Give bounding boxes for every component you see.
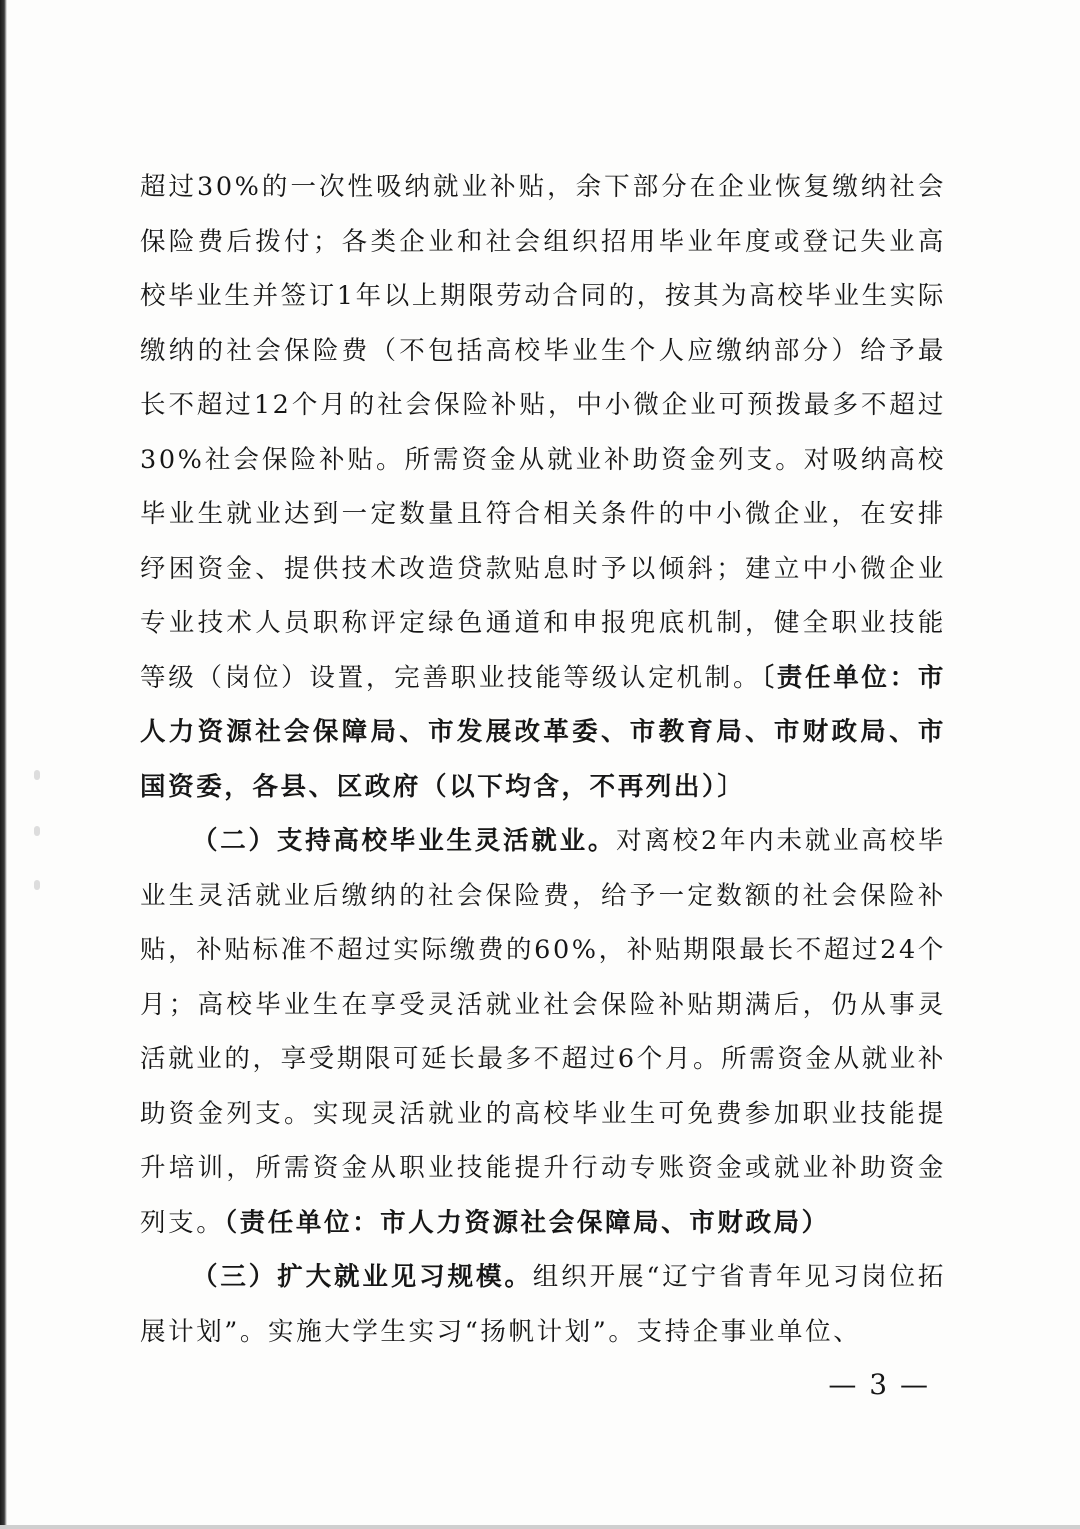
body-text	[140, 160, 946, 1359]
page-number: — 3 —	[828, 1368, 930, 1401]
scan-speck	[34, 770, 40, 780]
paragraph-1-responsible-units: 〔责任单位：市人力资源社会保障局、市发展改革委、市教育局、市财政局、市国资委，各县、区政府（以下均含，不再列出）〕	[140, 662, 947, 802]
paragraph-3-heading: （三）扩大就业见习规模。	[192, 1262, 533, 1292]
paragraph-1	[140, 160, 946, 814]
scan-edge-bottom	[0, 1525, 1080, 1529]
paragraph-3-text: 组织开展“辽宁省青年见习岗位拓展计划”。实施大学生实习“扬帆计划”。支持企事业单位、	[140, 1262, 946, 1347]
paragraph-1-text: 超过30%的一次性吸纳就业补贴，余下部分在企业恢复缴纳社会保险费后拨付；各类企业和社会组织招用毕业年度或登记失业高校毕业生并签订1年以上期限劳动合同的，按其为高校毕业生实际缴纳的社会保险费（不包括高校毕业生个人应缴纳部分）给予最长不超过12个月的社会保险补贴，中小微企业可预拨最多不超过30%社会保险补贴。所需资金从就业补助资金列支。对吸纳高校毕业生就业达到一定数量且符合相关条件的中小微企业，在安排纾困资金、提供技术改造贷款贴息时予以倾斜；建立中小微企业专业技术人员职称评定绿色通道和申报兜底机制，健全职业技能等级（岗位）设置，完善职业技能等级认定机制。	[140, 172, 946, 693]
paragraph-2-responsible-units: （责任单位：市人力资源社会保障局、市财政局）	[224, 1207, 830, 1238]
paragraph-3	[140, 1250, 946, 1359]
scan-edge-left	[0, 0, 7, 1529]
paragraph-2-heading: （二）支持高校毕业生灵活就业。	[192, 826, 617, 856]
scan-speck	[34, 826, 40, 836]
paragraph-2	[140, 814, 946, 1250]
paragraph-2-text: 对离校2年内未就业高校毕业生灵活就业后缴纳的社会保险费，给予一定数额的社会保险补贴，补贴标准不超过实际缴费的60%，补贴期限最长不超过24个月；高校毕业生在享受灵活就业社会保险补贴期满后，仍从事灵活就业的，享受期限可延长最多不超过6个月。所需资金从就业补助资金列支。实现灵活就业的高校毕业生可免费参加职业技能提升培训，所需资金从职业技能提升行动专账资金或就业补助资金列支。	[140, 826, 946, 1238]
scan-speck	[34, 880, 40, 890]
